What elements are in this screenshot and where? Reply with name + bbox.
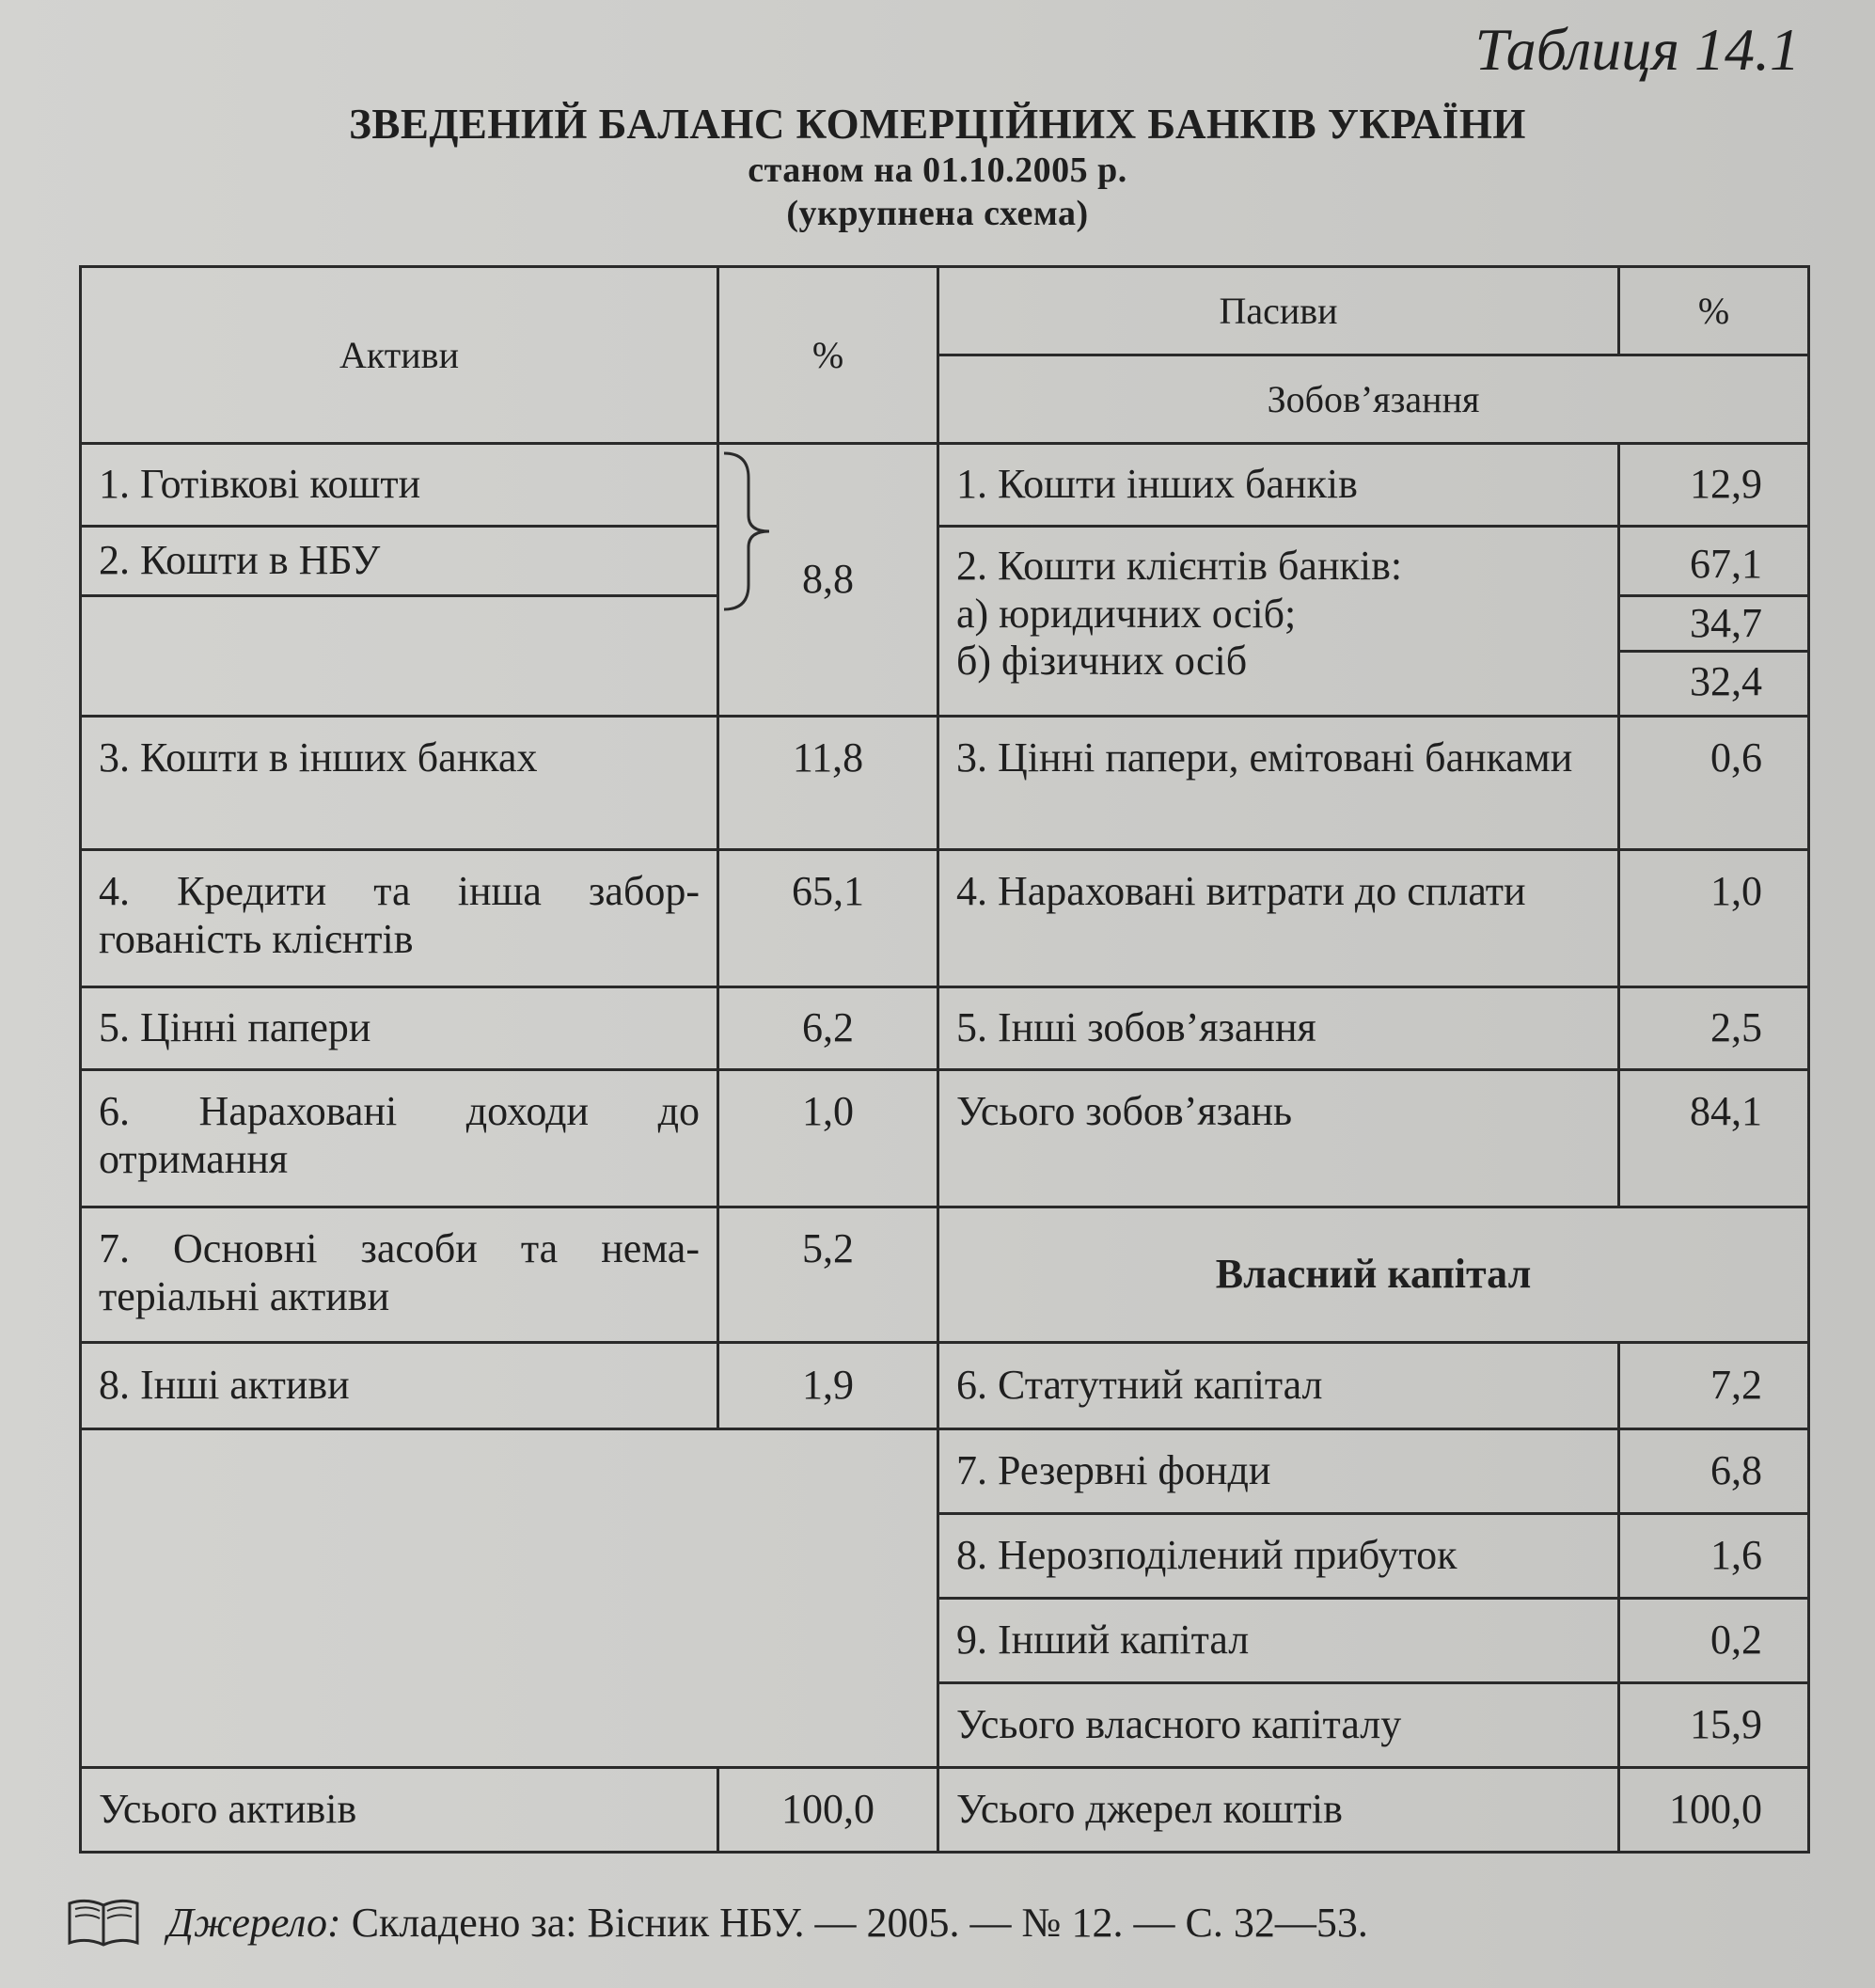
liability-value-2ab xyxy=(1619,596,1809,717)
liability-value-2: 67,1 xyxy=(1619,527,1809,596)
assets-total-value: 100,0 xyxy=(718,1768,938,1853)
liability-value-2b: 32,4 xyxy=(1690,658,1762,704)
asset-row-7: 7. Основні засоби та нема-теріальні активи xyxy=(81,1207,718,1343)
source-text: Складено за: Вісник НБУ. — 2005. — № 12. — С. 32—53. xyxy=(351,1899,1368,1946)
asset-row-5: 5. Цінні папери xyxy=(81,987,718,1070)
equity-value-8: 1,6 xyxy=(1619,1514,1809,1599)
asset-group-value: 8,8 xyxy=(718,444,938,717)
liabilities-total-value: 84,1 xyxy=(1619,1070,1809,1207)
equity-value-9: 0,2 xyxy=(1619,1599,1809,1683)
sources-total-value: 100,0 xyxy=(1619,1768,1809,1853)
liability-value-2a: 34,7 xyxy=(1620,597,1807,653)
liability-value-1: 12,9 xyxy=(1619,444,1809,527)
assets-total-row: Усього активів xyxy=(81,1768,718,1853)
equity-row-6: 6. Статутний капітал xyxy=(938,1343,1619,1429)
grouping-brace-icon xyxy=(720,450,777,613)
liability-row-5: 5. Інші зобов’язання xyxy=(938,987,1619,1070)
header-liabilities: Пасиви xyxy=(938,267,1619,355)
asset-row-3: 3. Кошти в інших банках xyxy=(81,717,718,850)
asset-row-1: 1. Готівкові кошти xyxy=(81,444,718,527)
source-note xyxy=(66,1896,1368,1949)
asset-row-2: 2. Кошти в НБУ xyxy=(81,527,718,596)
asset-row-4: 4. Кредити та інша забор-гованість клієнтів xyxy=(81,850,718,987)
equity-total-row: Усього власного капіталу xyxy=(938,1683,1619,1768)
equity-row-9: 9. Інший капітал xyxy=(938,1599,1619,1683)
book-icon xyxy=(66,1896,141,1949)
asset-value-5: 6,2 xyxy=(718,987,938,1070)
sources-total-row: Усього джерел коштів xyxy=(938,1768,1619,1853)
asset-row-8: 8. Інші активи xyxy=(81,1343,718,1429)
equity-row-7: 7. Резервні фонди xyxy=(938,1429,1619,1514)
liabilities-total-row: Усього зобов’язань xyxy=(938,1070,1619,1207)
assets-blank-area xyxy=(81,1429,938,1768)
header-obligations: Зобов’язання xyxy=(938,355,1809,444)
header-equity: Власний капітал xyxy=(938,1207,1809,1343)
liability-row-3: 3. Цінні папери, емітовані банками xyxy=(938,717,1619,850)
equity-row-8: 8. Нерозподілений прибуток xyxy=(938,1514,1619,1599)
asset-empty-cell xyxy=(81,596,718,717)
liability-row-1: 1. Кошти інших банків xyxy=(938,444,1619,527)
liability-value-5: 2,5 xyxy=(1619,987,1809,1070)
table-number: Таблиця 14.1 xyxy=(1474,16,1800,83)
header-assets-pct: % xyxy=(718,267,938,444)
asset-value-6: 1,0 xyxy=(718,1070,938,1207)
header-liabilities-pct: % xyxy=(1619,267,1809,355)
liability-row-2 xyxy=(938,527,1619,717)
asset-value-7: 5,2 xyxy=(718,1207,938,1343)
source-label: Джерело: xyxy=(167,1899,341,1946)
asset-value-4: 65,1 xyxy=(718,850,938,987)
asset-row-6: 6. Нараховані доходи до отримання xyxy=(81,1070,718,1207)
liability-row-2a-label: а) юридичних осіб; xyxy=(956,590,1297,637)
equity-value-7: 6,8 xyxy=(1619,1429,1809,1514)
table-title: ЗВЕДЕНИЙ БАЛАНС КОМЕРЦІЙНИХ БАНКІВ УКРАЇНИ xyxy=(349,101,1526,148)
liability-value-4: 1,0 xyxy=(1619,850,1809,987)
liability-row-2-label: 2. Кошти клієнтів банків: xyxy=(956,543,1403,589)
equity-total-value: 15,9 xyxy=(1619,1683,1809,1768)
liability-value-3: 0,6 xyxy=(1619,717,1809,850)
equity-value-6: 7,2 xyxy=(1619,1343,1809,1429)
balance-table xyxy=(79,265,1810,1854)
header-assets: Активи xyxy=(81,267,718,444)
table-subtitle: станом на 01.10.2005 р. xyxy=(748,150,1127,190)
table-subtitle-scheme: (укрупнена схема) xyxy=(786,194,1089,233)
asset-value-3: 11,8 xyxy=(718,717,938,850)
asset-value-8: 1,9 xyxy=(718,1343,938,1429)
liability-row-2b-label: б) фізичних осіб xyxy=(956,638,1248,685)
liability-row-4: 4. Нараховані витрати до сплати xyxy=(938,850,1619,987)
